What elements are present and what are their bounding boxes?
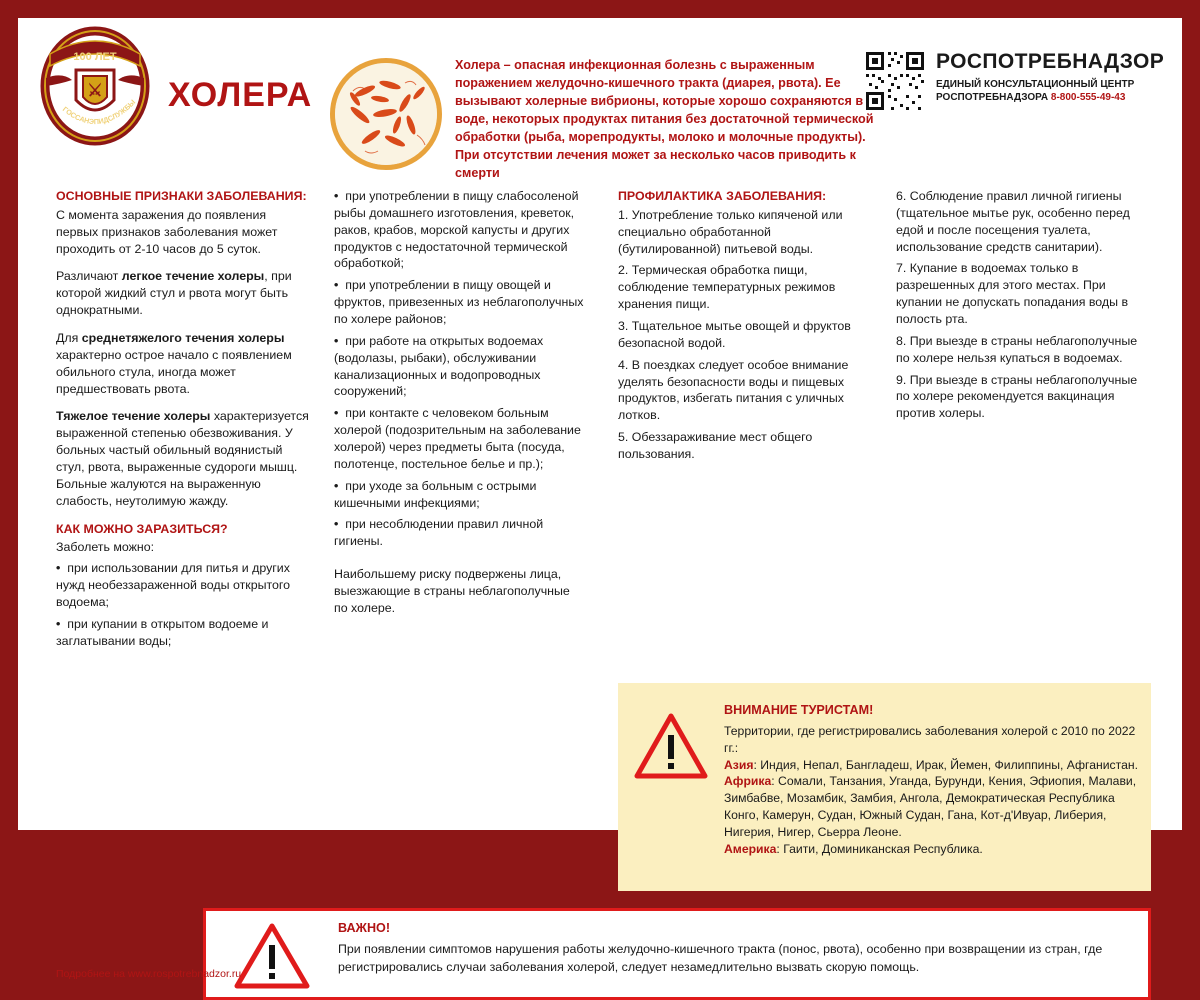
p2-pre: Различают (56, 269, 122, 284)
region-list: : Гаити, Доминиканская Республика. (776, 841, 983, 856)
cholera-bacteria-illustration (330, 58, 442, 170)
column-infection-continued (334, 188, 584, 628)
important-heading: ВАЖНО! (338, 921, 391, 935)
intro-paragraph: Холера – опасная инфекционная болезнь с выраженным поражением желудочно-кишечного тракта (диарея, рвота). Ее вызывают холерные вибрионы, которые хорошо сохраняются в воде, некоторых продуктах питания без достаточной термической обработки (рыба, морепродукты, молоко и молочные продукты). При отсутствии лечения может за несколько часов приводить к смерти (455, 58, 874, 180)
page-title: ХОЛЕРА (168, 76, 313, 114)
section-heading-signs: ОСНОВНЫЕ ПРИЗНАКИ ЗАБОЛЕВАНИЯ: (56, 189, 307, 203)
tourist-warning-box (618, 683, 1151, 891)
list-item: 7. Купание в водоемах только в разрешенных для этого местах. При купании не допускать попадания воды в полость рта. (896, 261, 1129, 327)
consultation-center-info (936, 78, 1164, 104)
center-line1: ЕДИНЫЙ КОНСУЛЬТАЦИОННЫЙ ЦЕНТР (936, 79, 1135, 90)
region-list: : Сомали, Танзания, Уганда, Бурунди, Кения, Эфиопия, Малави, Зимбабве, Мозамбик, Замбия, Ангола, Демократическая Республика Конго, Камерун, Судан, Южный Судан, Гана, Кот-д'Ивуар, Либерия, Нигерия, Нигер, Сьерра Леоне. (724, 774, 1137, 839)
p3-pre: Для (56, 331, 82, 346)
svg-text:⚔: ⚔ (87, 81, 103, 100)
infection-lead: Заболеть можно: (56, 540, 155, 555)
p3-post: характерно острое начало с появлением обильного стула, иногда может предшествовать рвота. (56, 347, 292, 396)
section-heading-prevention: ПРОФИЛАКТИКА ЗАБОЛЕВАНИЯ: (618, 189, 827, 203)
list-item: 8. При выезде в страны неблагополучные по холере нельзя купаться в водоемах. (896, 333, 1138, 365)
p2-bold: легкое течение холеры (121, 269, 265, 284)
list-item: • при использовании для питья и других нужд необеззараженной воды открытого водоема; (56, 561, 291, 610)
region-name: Африка (724, 774, 772, 789)
svg-text:ГОССАНЭПИДСЛУЖБЫ: ГОССАНЭПИДСЛУЖБЫ (60, 97, 138, 127)
list-item: 6. Соблюдение правил личной гигиены (тщательное мытье рук, особенно перед едой и после посещения туалета, использование средств санитарии). (896, 189, 1130, 254)
list-item: • при уходе за больным с острыми кишечными инфекциями; (334, 478, 537, 510)
tourist-heading: ВНИМАНИЕ ТУРИСТАМ! (724, 703, 874, 717)
signs-paragraph-1: С момента заражения до появления первых признаков заболевания может проходить от 2-10 часов до 5 суток. (56, 207, 278, 256)
more-info-link[interactable]: Подробнее на www.rospotrebnadzor.ru (56, 968, 242, 980)
column-signs (56, 188, 311, 655)
qr-code-icon[interactable] (864, 50, 926, 112)
p2-post: , при которой жидкий стул и рвота могут быть однократными. (56, 269, 292, 318)
list-item: • при купании в открытом водоеме и заглатывании воды; (56, 616, 269, 648)
warning-triangle-icon (234, 923, 310, 989)
rospotrebnadzor-emblem-icon (38, 26, 153, 146)
tourist-lead: Территории, где регистрировались заболевания холерой с 2010 по 2022 гг.: (724, 724, 1136, 755)
column-prevention (618, 188, 873, 468)
list-item: 9. При выезде в страны неблагополучные по холере рекомендуется вакцинация против холеры. (896, 372, 1138, 421)
rospotrebnadzor-name: РОСПОТРЕБНАДЗОР (936, 50, 1165, 73)
list-item: • при контакте с человеком больным холерой (подозрительным на заболевание холерой) через предметы быта (посуда, полотенце, постельное белье и пр.); (334, 406, 581, 471)
list-item: 2. Термическая обработка пищи, соблюдение температурных режимов хранения пищи. (618, 263, 836, 312)
list-item: • при употреблении в пищу овощей и фруктов, привезенных из неблагополучных по холере районов; (334, 278, 584, 327)
list-item: • при употреблении в пищу слабосоленой рыбы домашнего изготовления, креветок, раков, крабов, морской капусты и других продуктов с недостаточной термической обработкой; (334, 189, 579, 271)
rospotrebnadzor-block (864, 48, 1164, 143)
region-list: : Индия, Непал, Бангладеш, Ирак, Йемен, Филиппины, Афганистан. (753, 757, 1138, 772)
list-item: 5. Обеззараживание мест общего пользования. (618, 430, 813, 462)
risk-groups-note: Наибольшему риску подвержены лица, выезжающие в страны неблагополучные по холере. (334, 567, 570, 615)
signs-paragraph-2 (56, 268, 311, 319)
poster-header (18, 18, 1182, 180)
list-item: • при работе на открытых водоемах (водолазы, рыбаки), обслуживании канализационных и водопроводных сооружений; (334, 333, 544, 399)
region-name: Америка (724, 841, 777, 856)
tourist-body (724, 723, 1144, 858)
signs-paragraph-3 (56, 330, 311, 397)
p4-bold: Тяжелое течение холеры (56, 409, 211, 424)
section-heading-infection: КАК МОЖНО ЗАРАЗИТЬСЯ? (56, 521, 228, 536)
center-line2: РОСПОТРЕБНАДЗОРА (936, 92, 1049, 104)
region-name: Азия (724, 757, 754, 772)
hotline-phone[interactable]: 8-800-555-49-43 (1050, 92, 1126, 104)
svg-text:100 ЛЕТ: 100 ЛЕТ (73, 51, 117, 63)
list-item: 4. В поездках следует особое внимание уделять безопасности воды и пищевых продуктов, избегать питания с уличных лотков. (618, 357, 849, 423)
poster (18, 18, 1182, 980)
signs-paragraph-4 (56, 408, 311, 509)
important-alert-box (203, 908, 1151, 1000)
warning-triangle-icon (634, 713, 708, 779)
list-item: 3. Тщательное мытье овощей и фруктов безопасной водой. (618, 319, 851, 350)
p3-bold: среднетяжелого течения холеры (81, 331, 285, 346)
column-prevention-continued (896, 188, 1151, 427)
important-body: При появлении симптомов нарушения работы желудочно-кишечного тракта (понос, рвота), особенно при возвращении из стран, где регистрировались случаи заболевания холерой, следует незамедлительно вызвать скорую помощь. (338, 942, 1103, 974)
list-item: 1. Употребление только кипяченой или специально обработанной (бутилированной) питьевой воды. (618, 207, 843, 256)
list-item: • при несоблюдении правил личной гигиены. (334, 517, 544, 549)
p4-post: характеризуется выраженной степенью обезвоживания. У больных частый обильный водянистый стул, рвота, выраженные судороги мышц. Больные жалуются на выраженную слабость, неутолимую жажду. (56, 409, 309, 508)
